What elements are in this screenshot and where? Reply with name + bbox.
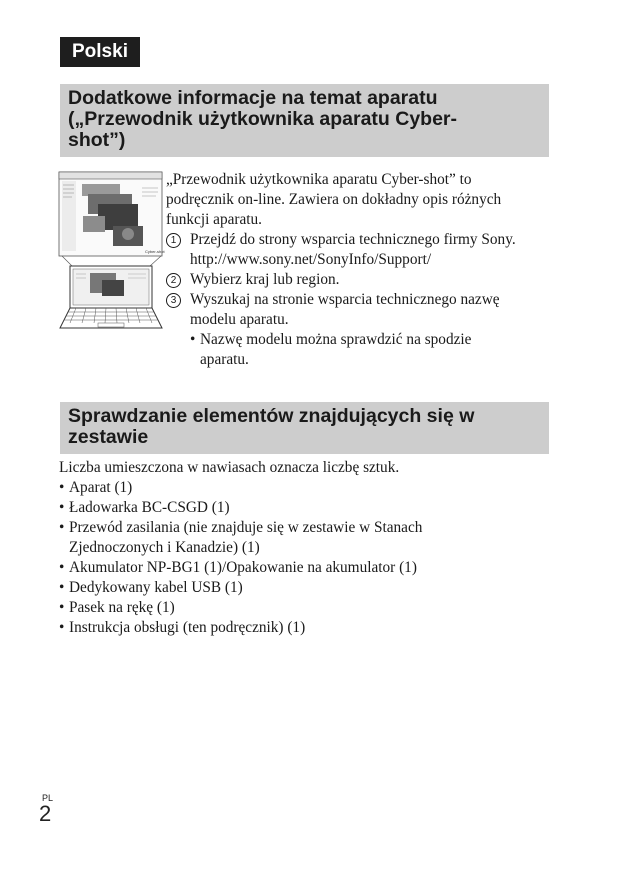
section-heading-camera-info (60, 84, 549, 157)
bullet-symbol: • (59, 599, 65, 616)
bullet-symbol: • (190, 331, 196, 348)
step-text: Wybierz kraj lub region. (190, 271, 340, 288)
laptop-illustration (58, 170, 165, 333)
item-text: Akumulator NP-BG1 (1)/Opakowanie na akumulator (1) (69, 559, 417, 576)
note-text: Nazwę modelu można sprawdzić na spodzie (200, 331, 472, 348)
intro-line: podręcznik on-line. Zawiera on dokładny opis różnych (166, 191, 502, 208)
bullet-symbol: • (59, 559, 65, 576)
bullet-symbol: • (59, 579, 65, 596)
language-tab: Polski (60, 37, 140, 67)
item-text: Ładowarka BC-CSGD (1) (69, 499, 230, 516)
step-text-continued: modelu aparatu. (190, 311, 289, 328)
bullet-symbol: • (59, 479, 65, 496)
list-item (59, 498, 549, 518)
intro-line: funkcji aparatu. (166, 211, 262, 228)
package-contents-list (59, 458, 549, 638)
note-bullet (166, 330, 550, 350)
list-item (59, 618, 549, 638)
item-text: Pasek na rękę (1) (69, 599, 175, 616)
intro-line: „Przewodnik użytkownika aparatu Cyber-shot” to (166, 171, 472, 188)
section-heading-package-contents (60, 402, 549, 454)
user-guide-instructions (166, 170, 550, 370)
list-item (59, 558, 549, 578)
item-text-continued: Zjednoczonych i Kanadzie) (1) (69, 539, 260, 556)
heading-line: Sprawdzanie elementów znajdujących się w (68, 405, 475, 427)
illustration-caption: Cyber-shot (145, 249, 165, 254)
step-number-badge: 3 (166, 293, 181, 308)
step-text: Przejdź do strony wsparcia technicznego firmy Sony. (190, 231, 516, 248)
item-text: Instrukcja obsługi (ten podręcznik) (1) (69, 619, 306, 636)
bullet-symbol: • (59, 519, 65, 536)
item-text: Dedykowany kabel USB (1) (69, 579, 243, 596)
list-item (59, 578, 549, 598)
list-item (59, 478, 549, 498)
page-language-code: PL (42, 793, 54, 803)
page-number: 2 (39, 801, 52, 826)
step-number-badge: 2 (166, 273, 181, 288)
heading-line: zestawie (68, 426, 149, 448)
step-2 (166, 270, 550, 290)
list-item (59, 518, 549, 538)
step-3 (166, 290, 550, 310)
note-text-continued: aparatu. (200, 351, 249, 368)
step-1 (166, 230, 550, 250)
bullet-symbol: • (59, 619, 65, 636)
heading-line: Dodatkowe informacje na temat aparatu (68, 87, 438, 109)
step-text: Wyszukaj na stronie wsparcia technicznego nazwę (190, 291, 500, 308)
list-item (59, 598, 549, 618)
heading-line: shot”) (68, 129, 126, 151)
item-text: Przewód zasilania (nie znajduje się w zestawie w Stanach (69, 519, 423, 536)
step-number-badge: 1 (166, 233, 181, 248)
item-text: Aparat (1) (69, 479, 133, 496)
heading-line: („Przewodnik użytkownika aparatu Cyber- (68, 108, 458, 130)
bullet-symbol: • (59, 499, 65, 516)
support-url[interactable]: http://www.sony.net/SonyInfo/Support/ (190, 251, 432, 268)
laptop-keyboard (60, 308, 162, 328)
contents-intro: Liczba umieszczona w nawiasach oznacza liczbę sztuk. (59, 459, 400, 476)
